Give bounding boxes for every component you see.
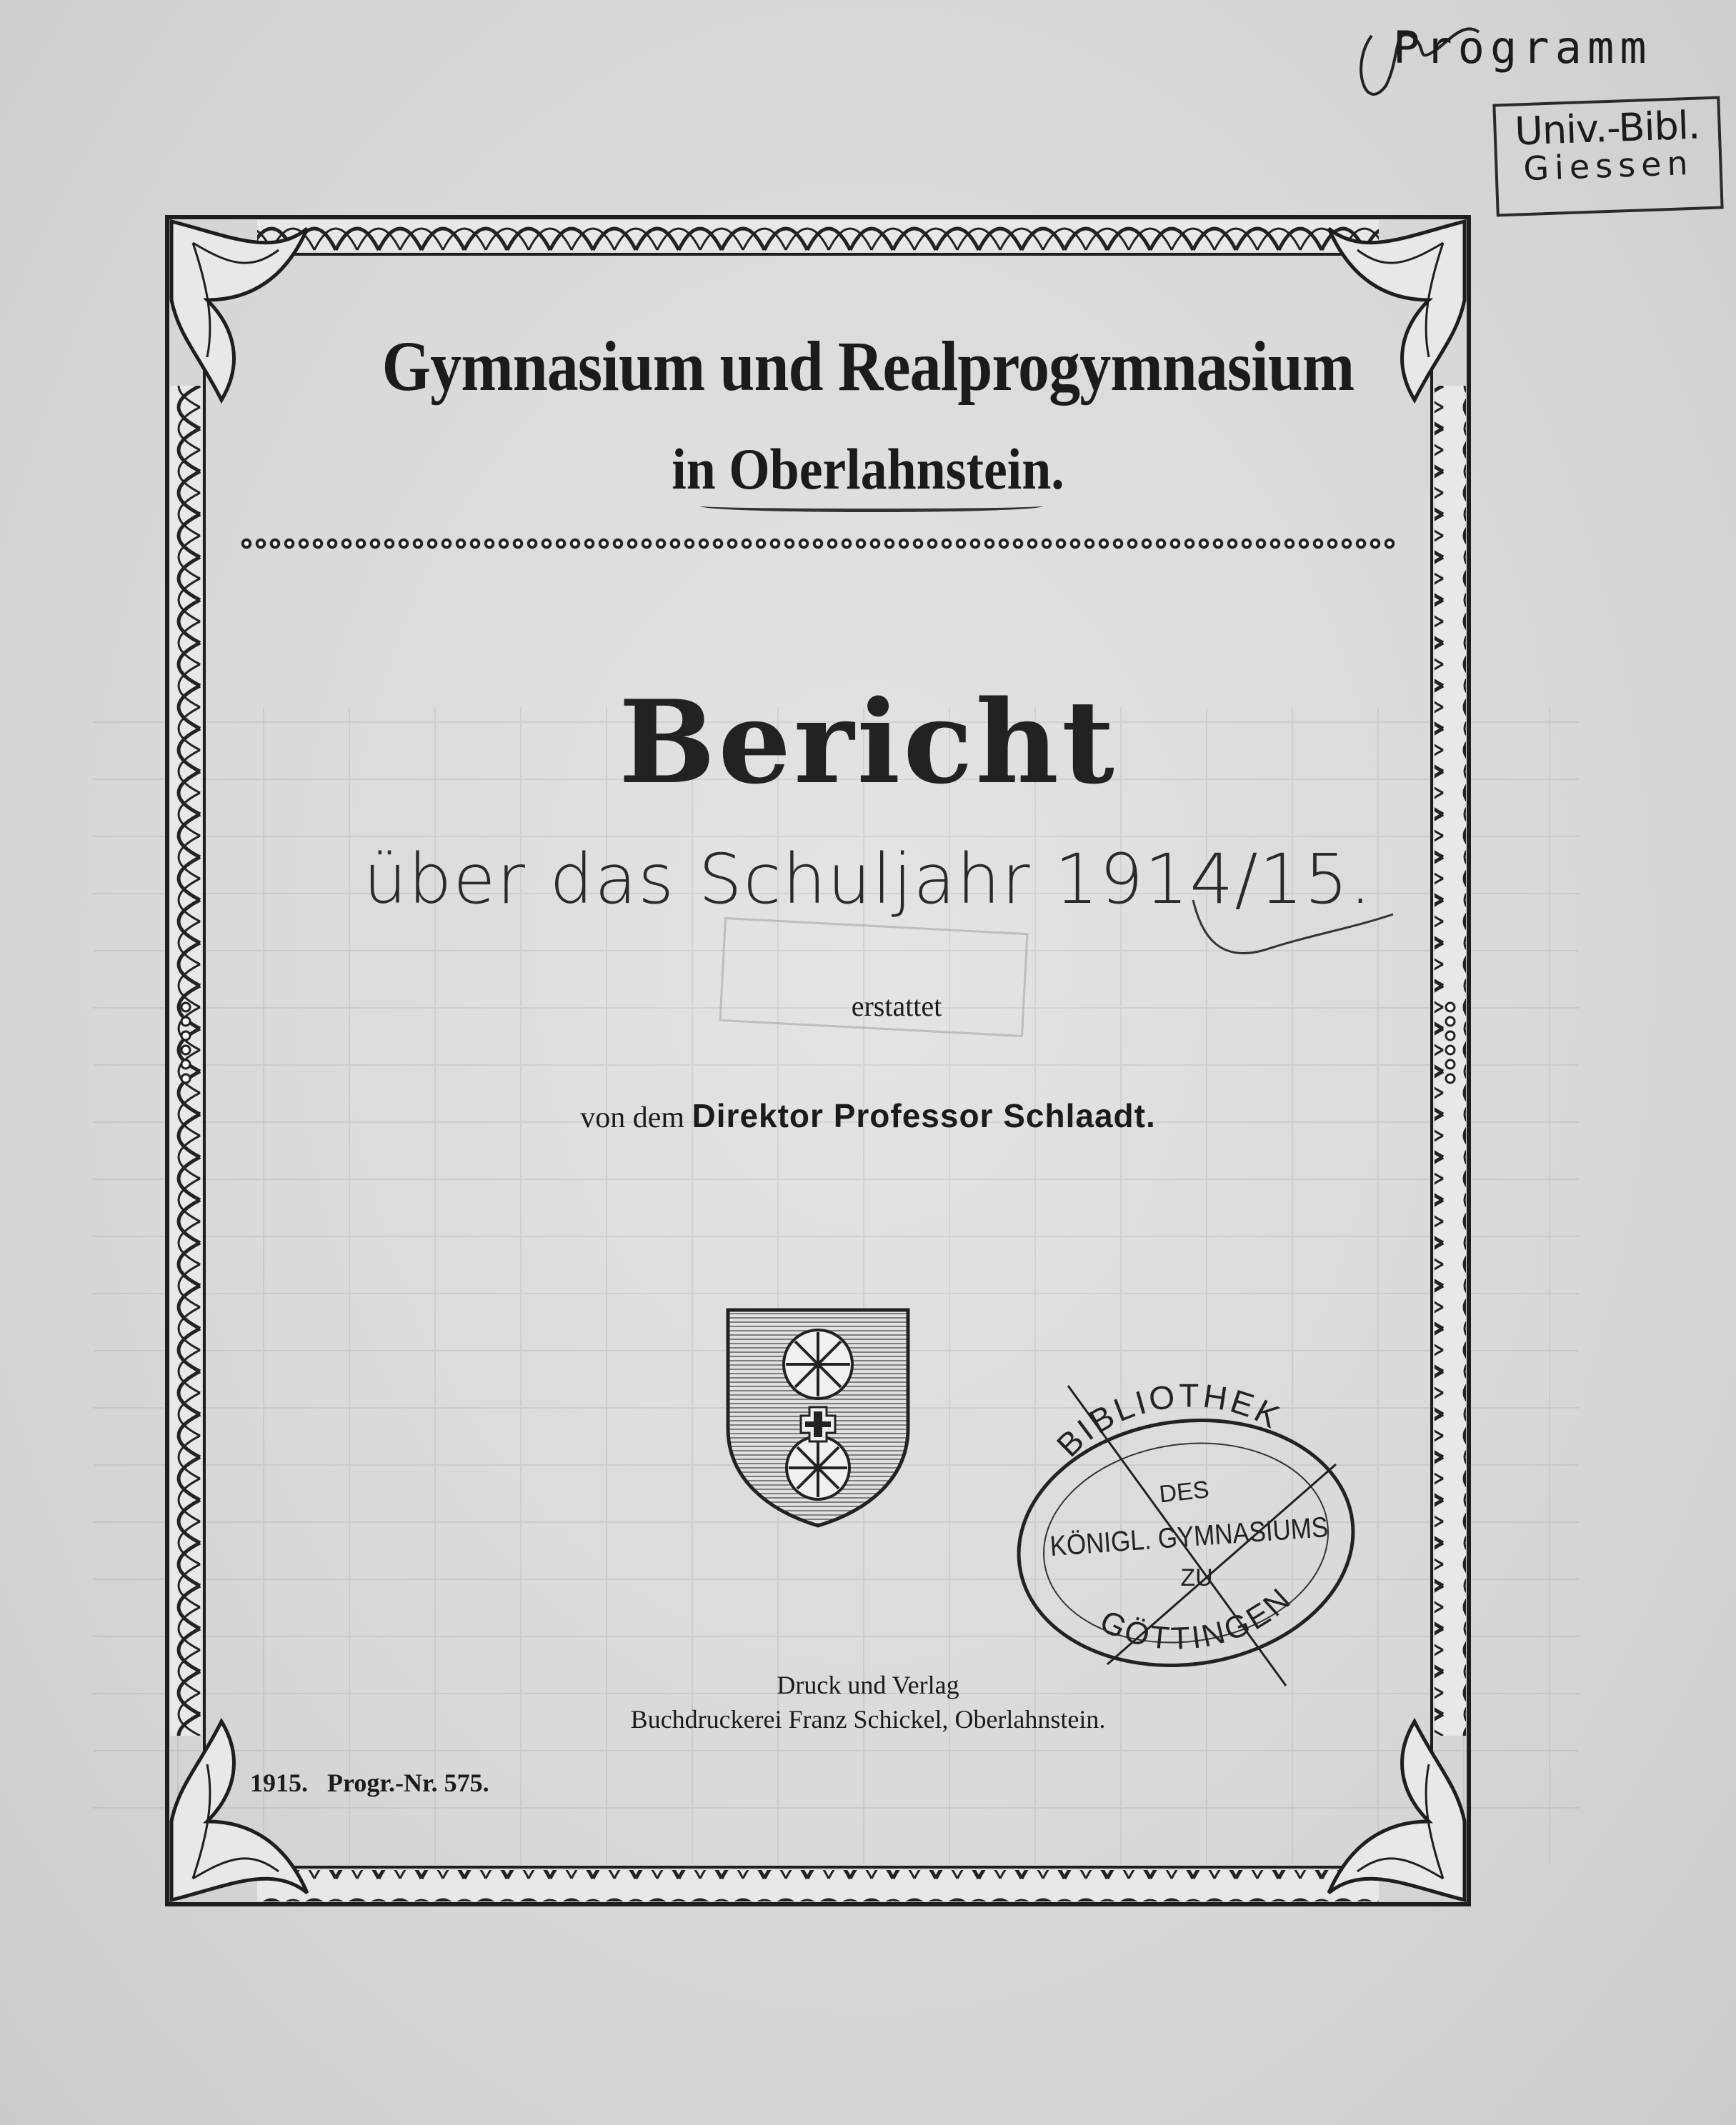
school-location: in Oberlahnstein. (672, 436, 1064, 501)
giessen-library-stamp (1492, 96, 1723, 216)
stamp-line-des: DES (1157, 1476, 1211, 1509)
stamp-line-gymnasium: KÖNIGL. GYMNASIUMS (1049, 1509, 1370, 1563)
coat-of-arms-shield (725, 1307, 911, 1529)
programm-annotation: Programm (1393, 21, 1652, 74)
publisher-block (0, 1668, 1736, 1736)
publisher-line-2: Buchdruckerei Franz Schickel, Oberlahnstein. (630, 1705, 1106, 1734)
school-year: über das Schuljahr 1914/15. (363, 839, 1373, 919)
pen-stroke (1186, 886, 1400, 971)
school-name: Gymnasium und Realprogymnasium (381, 326, 1355, 406)
stamp-bottom-arc: GÖTTINGEN (1094, 1580, 1299, 1656)
author-line (0, 1096, 1736, 1135)
erstattet-label: erstattet (851, 990, 942, 1022)
stamp-line-2: Giessen (1522, 143, 1695, 189)
author-name: Direktor Professor Schlaadt. (692, 1097, 1156, 1134)
publisher-line-1: Druck und Verlag (777, 1671, 959, 1699)
report-heading: Bericht (619, 675, 1117, 809)
stamp-line-1: Univ.-Bibl. (1514, 102, 1701, 154)
author-prefix: von dem (580, 1101, 685, 1134)
stamp-line-zu: ZU (1180, 1564, 1213, 1591)
goettingen-library-stamp (1000, 1371, 1372, 1700)
program-number: 1915. Progr.-Nr. 575. (250, 1769, 489, 1797)
stamp-top-arc: BIBLIOTHEK (1049, 1376, 1289, 1464)
dotted-divider (239, 536, 1397, 551)
title-underline (700, 500, 1043, 512)
